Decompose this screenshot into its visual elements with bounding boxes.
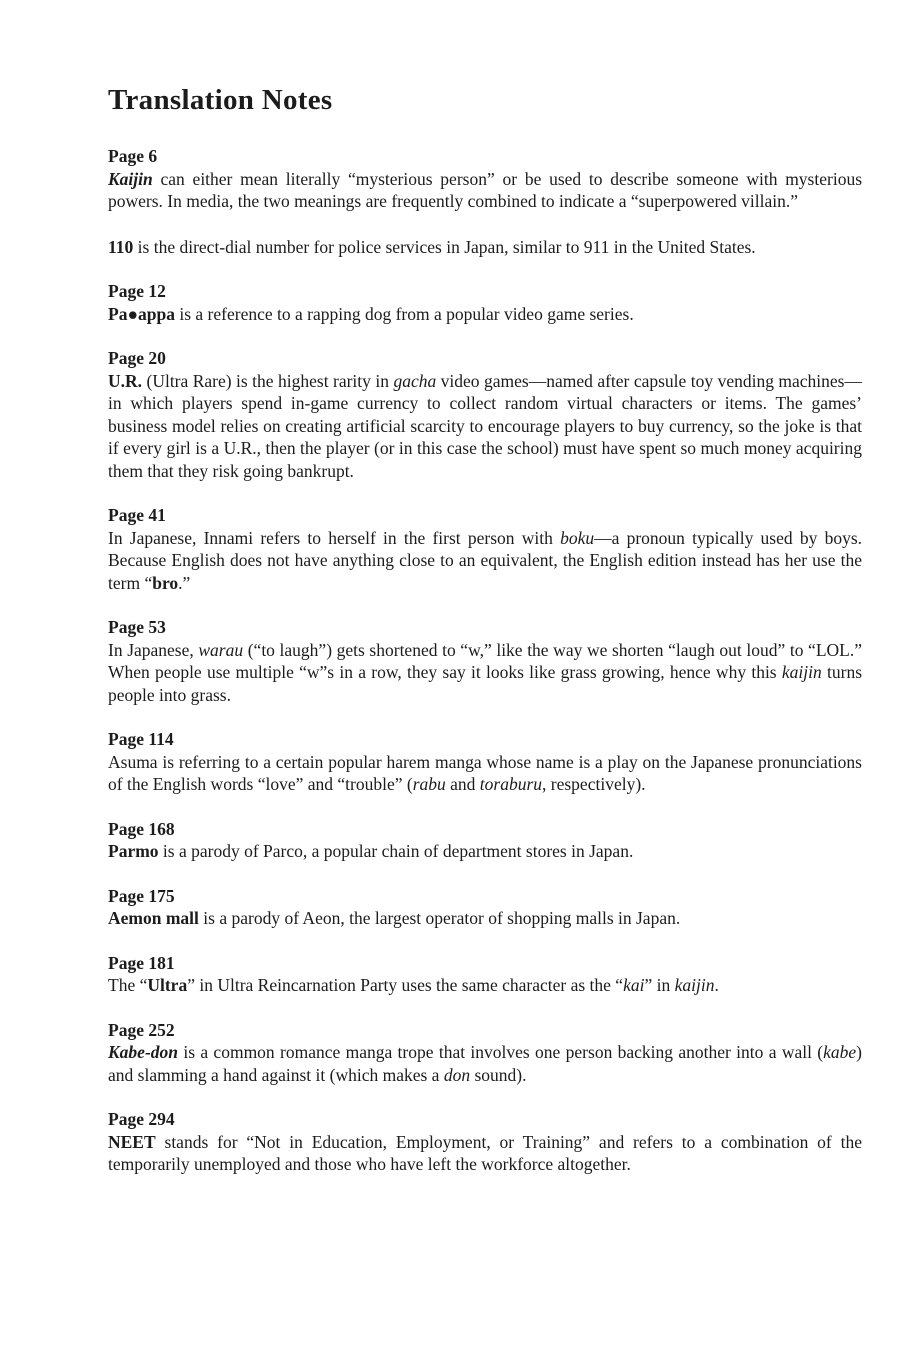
note-section	[108, 347, 862, 482]
note-text-segment: Pa●appa	[108, 303, 175, 324]
note-text-segment: and	[445, 774, 480, 795]
note-text-segment: turns people into grass.	[108, 662, 863, 705]
note-section	[108, 616, 862, 706]
note-text-segment: U.R.	[108, 370, 143, 391]
note-section	[108, 280, 862, 325]
note-paragraph	[108, 168, 862, 213]
note-section	[108, 504, 862, 594]
note-page-heading: Page 114	[108, 729, 174, 750]
note-paragraph	[108, 840, 862, 863]
note-text-segment: stands for “Not in Education, Employment, or Training” and refers to a combination of the temporarily unemployed and those who have left the workforce altogether.	[108, 1131, 862, 1175]
note-page-heading: Page 175	[108, 885, 175, 906]
note-text-segment: bro	[152, 572, 179, 593]
note-text-segment: The “	[108, 975, 148, 996]
note-paragraph	[108, 751, 862, 796]
note-text-segment: Kabe-don	[108, 1042, 178, 1063]
note-text-segment: Kaijin	[108, 168, 153, 189]
note-paragraph	[108, 236, 862, 259]
note-section	[108, 145, 862, 258]
note-paragraph	[108, 639, 862, 707]
note-page-heading: Page 6	[108, 146, 158, 167]
note-text-segment: (Ultra Rare) is the highest rarity in	[142, 370, 394, 391]
note-text-segment: gacha	[393, 370, 437, 391]
note-text-segment: is a reference to a rapping dog from a popular video game series.	[174, 303, 634, 324]
note-section	[108, 885, 862, 930]
note-text-segment: (“to laugh”) gets shortened to “w,” like the way we shorten “laugh out loud” to “LOL.” When people use multiple “w”s in a row, they say it looks like grass growing, hence why this	[108, 639, 862, 683]
note-text-segment: video games—named after capsule toy vending machines—in which players spend in-game currency to collect random virtual characters or items. The games’ business model relies on creating artificial scarcity to encourage players to buy currency, so the joke is that if every girl is a U.R., then the player (or in this case the school) must have spent so much money acquiring them that they risk going bankrupt.	[108, 370, 862, 481]
note-paragraph	[108, 974, 862, 997]
note-text-segment: In Japanese, Innami refers to herself in the first person with	[108, 527, 561, 548]
note-text-segment: ” in Ultra Reincarnation Party uses the same character as the “	[187, 975, 624, 996]
note-section	[108, 952, 862, 997]
note-text-segment: —a pronoun typically used by boys. Because English does not have anything close to an equivalent, the English edition instead has her use the term “	[108, 527, 862, 593]
note-section	[108, 728, 862, 796]
note-page-heading: Page 294	[108, 1109, 175, 1130]
note-text-segment: In Japanese,	[108, 639, 199, 660]
note-page-heading: Page 181	[108, 952, 175, 973]
note-text-segment: Aemon mall	[108, 908, 199, 929]
note-page-heading: Page 168	[108, 818, 175, 839]
note-text-segment: .”	[178, 572, 191, 593]
note-text-segment: don	[443, 1064, 471, 1085]
note-text-segment: NEET	[108, 1131, 156, 1152]
note-page-heading: Page 12	[108, 281, 166, 302]
note-text-segment: Parmo	[108, 841, 159, 862]
note-page-heading: Page 252	[108, 1019, 175, 1040]
note-page-heading: Page 41	[108, 505, 166, 526]
note-text-segment: is a parody of Parco, a popular chain of department stores in Japan.	[158, 841, 634, 862]
note-text-segment: Asuma is referring to a certain popular harem manga whose name is a play on the Japanese pronunciations of the English words “love” and “trouble” (	[108, 751, 862, 795]
note-text-segment: is a common romance manga trope that involves one person backing another into a wall (	[178, 1042, 824, 1063]
notes-list	[108, 145, 862, 1176]
note-section	[108, 1019, 862, 1087]
note-text-segment: boku	[560, 527, 595, 548]
note-paragraph	[108, 527, 862, 595]
note-paragraph	[108, 303, 862, 326]
note-text-segment: toraburu	[479, 774, 543, 795]
note-paragraph	[108, 907, 862, 930]
note-text-segment: warau	[198, 639, 244, 660]
note-page-heading: Page 20	[108, 348, 166, 369]
note-text-segment: sound).	[470, 1064, 527, 1085]
note-text-segment: kai	[623, 975, 645, 996]
page-title: Translation Notes	[108, 84, 333, 116]
note-text-segment: .	[714, 975, 719, 996]
note-paragraph	[108, 1041, 862, 1086]
note-text-segment: can either mean literally “mysterious person” or be used to describe someone with mysterious powers. In media, the two meanings are frequently combined to indicate a “superpowered villain.”	[108, 168, 862, 212]
note-text-segment: ) and slamming a hand against it (which makes a	[108, 1042, 862, 1085]
note-text-segment: kaijin	[674, 975, 715, 996]
note-text-segment: kabe	[823, 1042, 857, 1063]
note-text-segment: 110	[108, 236, 134, 257]
note-text-segment: kaijin	[781, 662, 822, 683]
note-text-segment: ” in	[644, 975, 675, 996]
note-text-segment: , respectively).	[542, 774, 646, 795]
note-text-segment: Ultra	[147, 975, 188, 996]
note-section	[108, 818, 862, 863]
note-text-segment: is the direct-dial number for police services in Japan, similar to 911 in the United States.	[133, 236, 756, 257]
note-page-heading: Page 53	[108, 617, 166, 638]
note-text-segment: is a parody of Aeon, the largest operator of shopping malls in Japan.	[198, 908, 681, 929]
document-page	[108, 84, 862, 1198]
note-paragraph	[108, 370, 862, 483]
note-text-segment: rabu	[412, 774, 446, 795]
note-section	[108, 1108, 862, 1176]
note-paragraph	[108, 1131, 862, 1176]
